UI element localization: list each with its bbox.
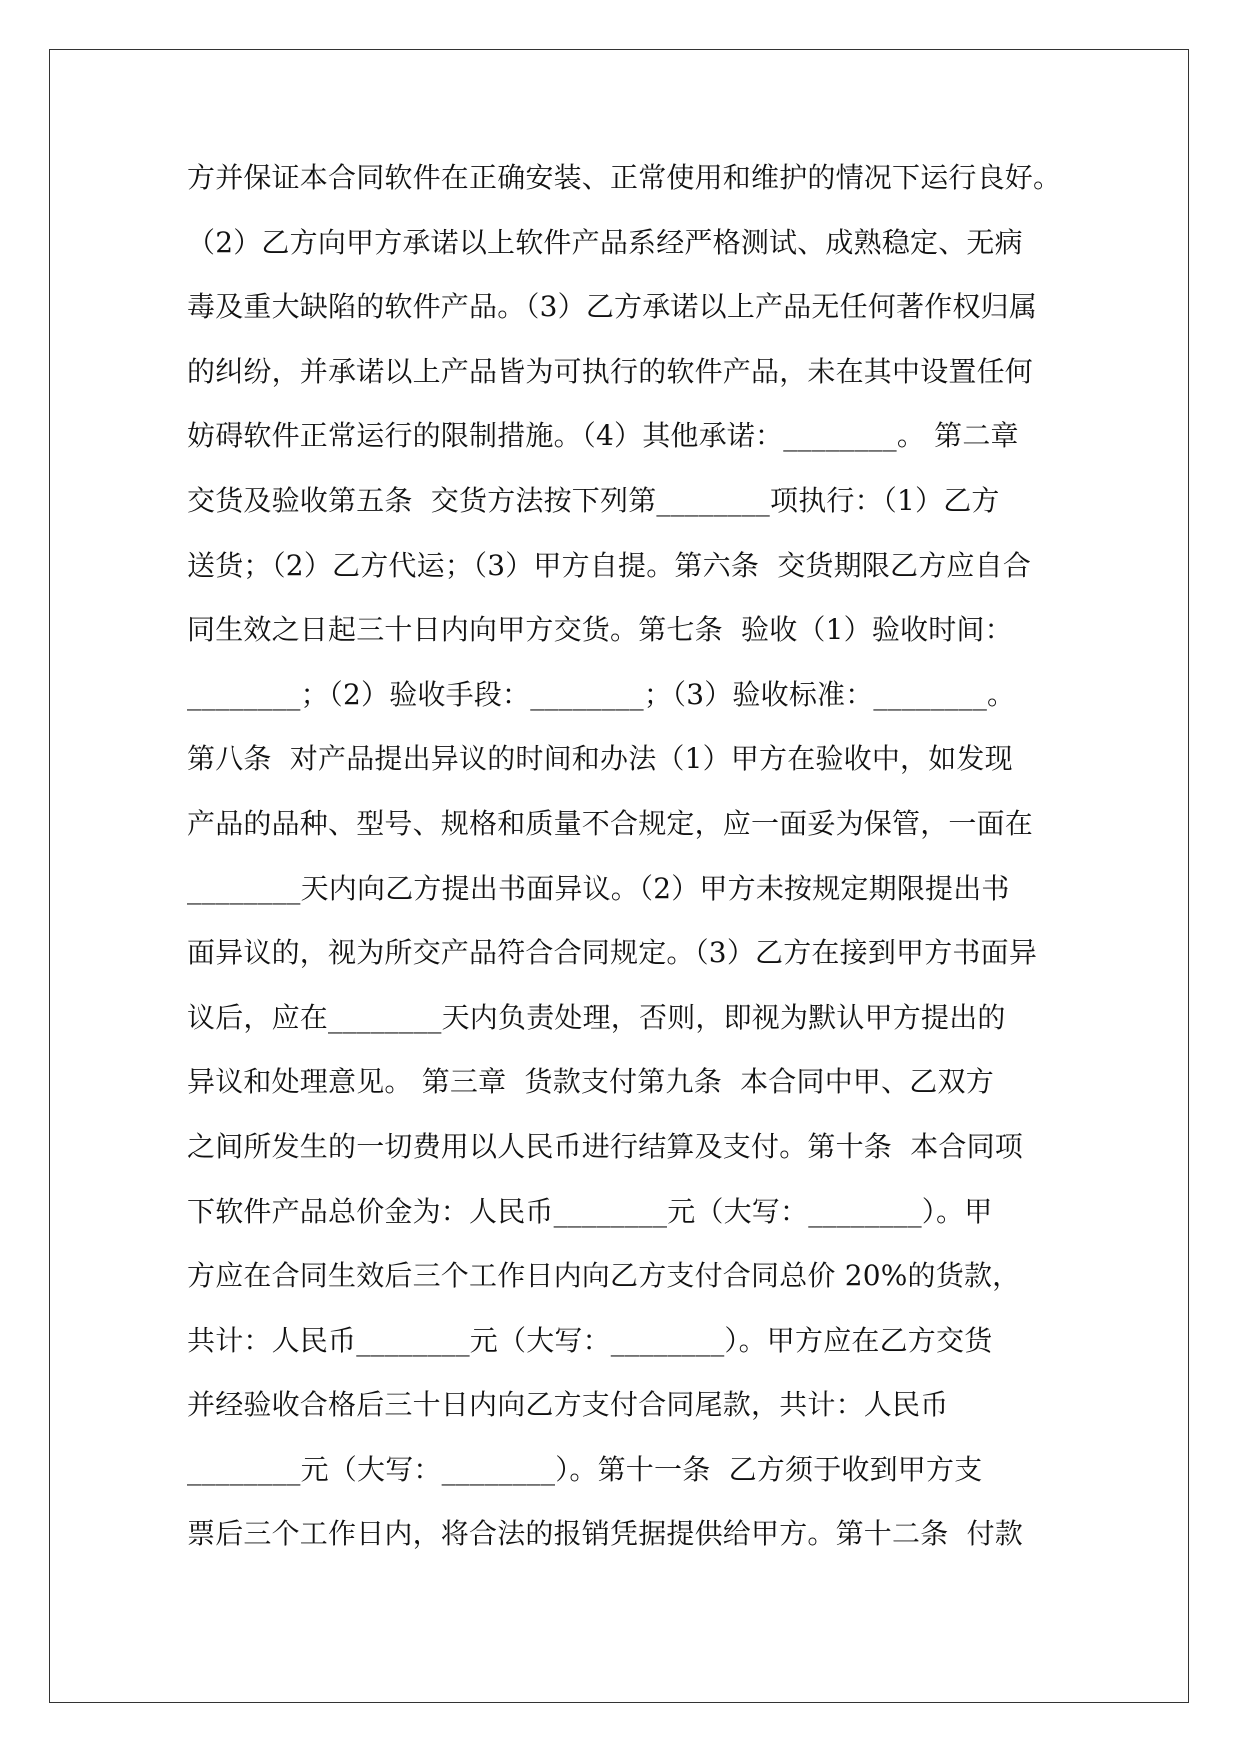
- text-line: 之间所发生的一切费用以人民币进行结算及支付。第十条 本合同项: [187, 1129, 1024, 1163]
- text-line: 妨碍软件正常运行的限制措施。（4）其他承诺：________。 第二章: [187, 419, 1019, 453]
- text-line: 产品的品种、型号、规格和质量不合规定，应一面妥为保管，一面在: [187, 806, 1034, 840]
- text-line: ________；（2）验收手段：________；（3）验收标准：________。: [187, 677, 1016, 711]
- text-line: 毒及重大缺陷的软件产品。（3）乙方承诺以上产品无任何著作权归属: [187, 290, 1038, 324]
- text-line: 并经验收合格后三十日内向乙方支付合同尾款，共计：人民币: [187, 1388, 949, 1422]
- text-line: 同生效之日起三十日内向甲方交货。第七条 验收（1）验收时间：: [187, 613, 1013, 647]
- text-line: 票后三个工作日内，将合法的报销凭据提供给甲方。第十二条 付款: [187, 1517, 1024, 1551]
- text-line: 方并保证本合同软件在正确安装、正常使用和维护的情况下运行良好。: [187, 161, 1062, 194]
- text-line: 异议和处理意见。 第三章 货款支付第九条 本合同中甲、乙双方: [187, 1065, 994, 1099]
- text-line: 交货及验收第五条 交货方法按下列第________项执行：（1）乙方: [187, 483, 1000, 517]
- text-line: （2）乙方向甲方承诺以上软件产品系经严格测试、成熟稳定、无病: [187, 225, 1023, 259]
- text-line: ________元（大写：________）。第十一条 乙方须于收到甲方支: [187, 1452, 983, 1486]
- text-line: ________天内向乙方提出书面异议。（2）甲方未按规定期限提出书: [187, 871, 1010, 905]
- text-line: 方应在合同生效后三个工作日内向乙方支付合同总价 20%的货款，: [187, 1259, 1021, 1293]
- text-line: 议后，应在________天内负责处理，否则，即视为默认甲方提出的: [187, 1000, 1006, 1034]
- text-line: 共计：人民币________元（大写：________）。甲方应在乙方交货: [187, 1323, 993, 1357]
- text-line: 下软件产品总价金为：人民币________元（大写：________）。甲: [187, 1194, 993, 1228]
- text-line: 第八条 对产品提出异议的时间和办法（1）甲方在验收中，如发现: [187, 742, 1013, 776]
- text-line: 面异议的，视为所交产品符合合同规定。（3）乙方在接到甲方书面异: [187, 936, 1038, 970]
- contract-body-text: [187, 158, 1087, 1579]
- text-line: 的纠纷，并承诺以上产品皆为可执行的软件产品，未在其中设置任何: [187, 354, 1034, 388]
- text-line: 送货；（2）乙方代运；（3）甲方自提。第六条 交货期限乙方应自合: [187, 548, 1032, 582]
